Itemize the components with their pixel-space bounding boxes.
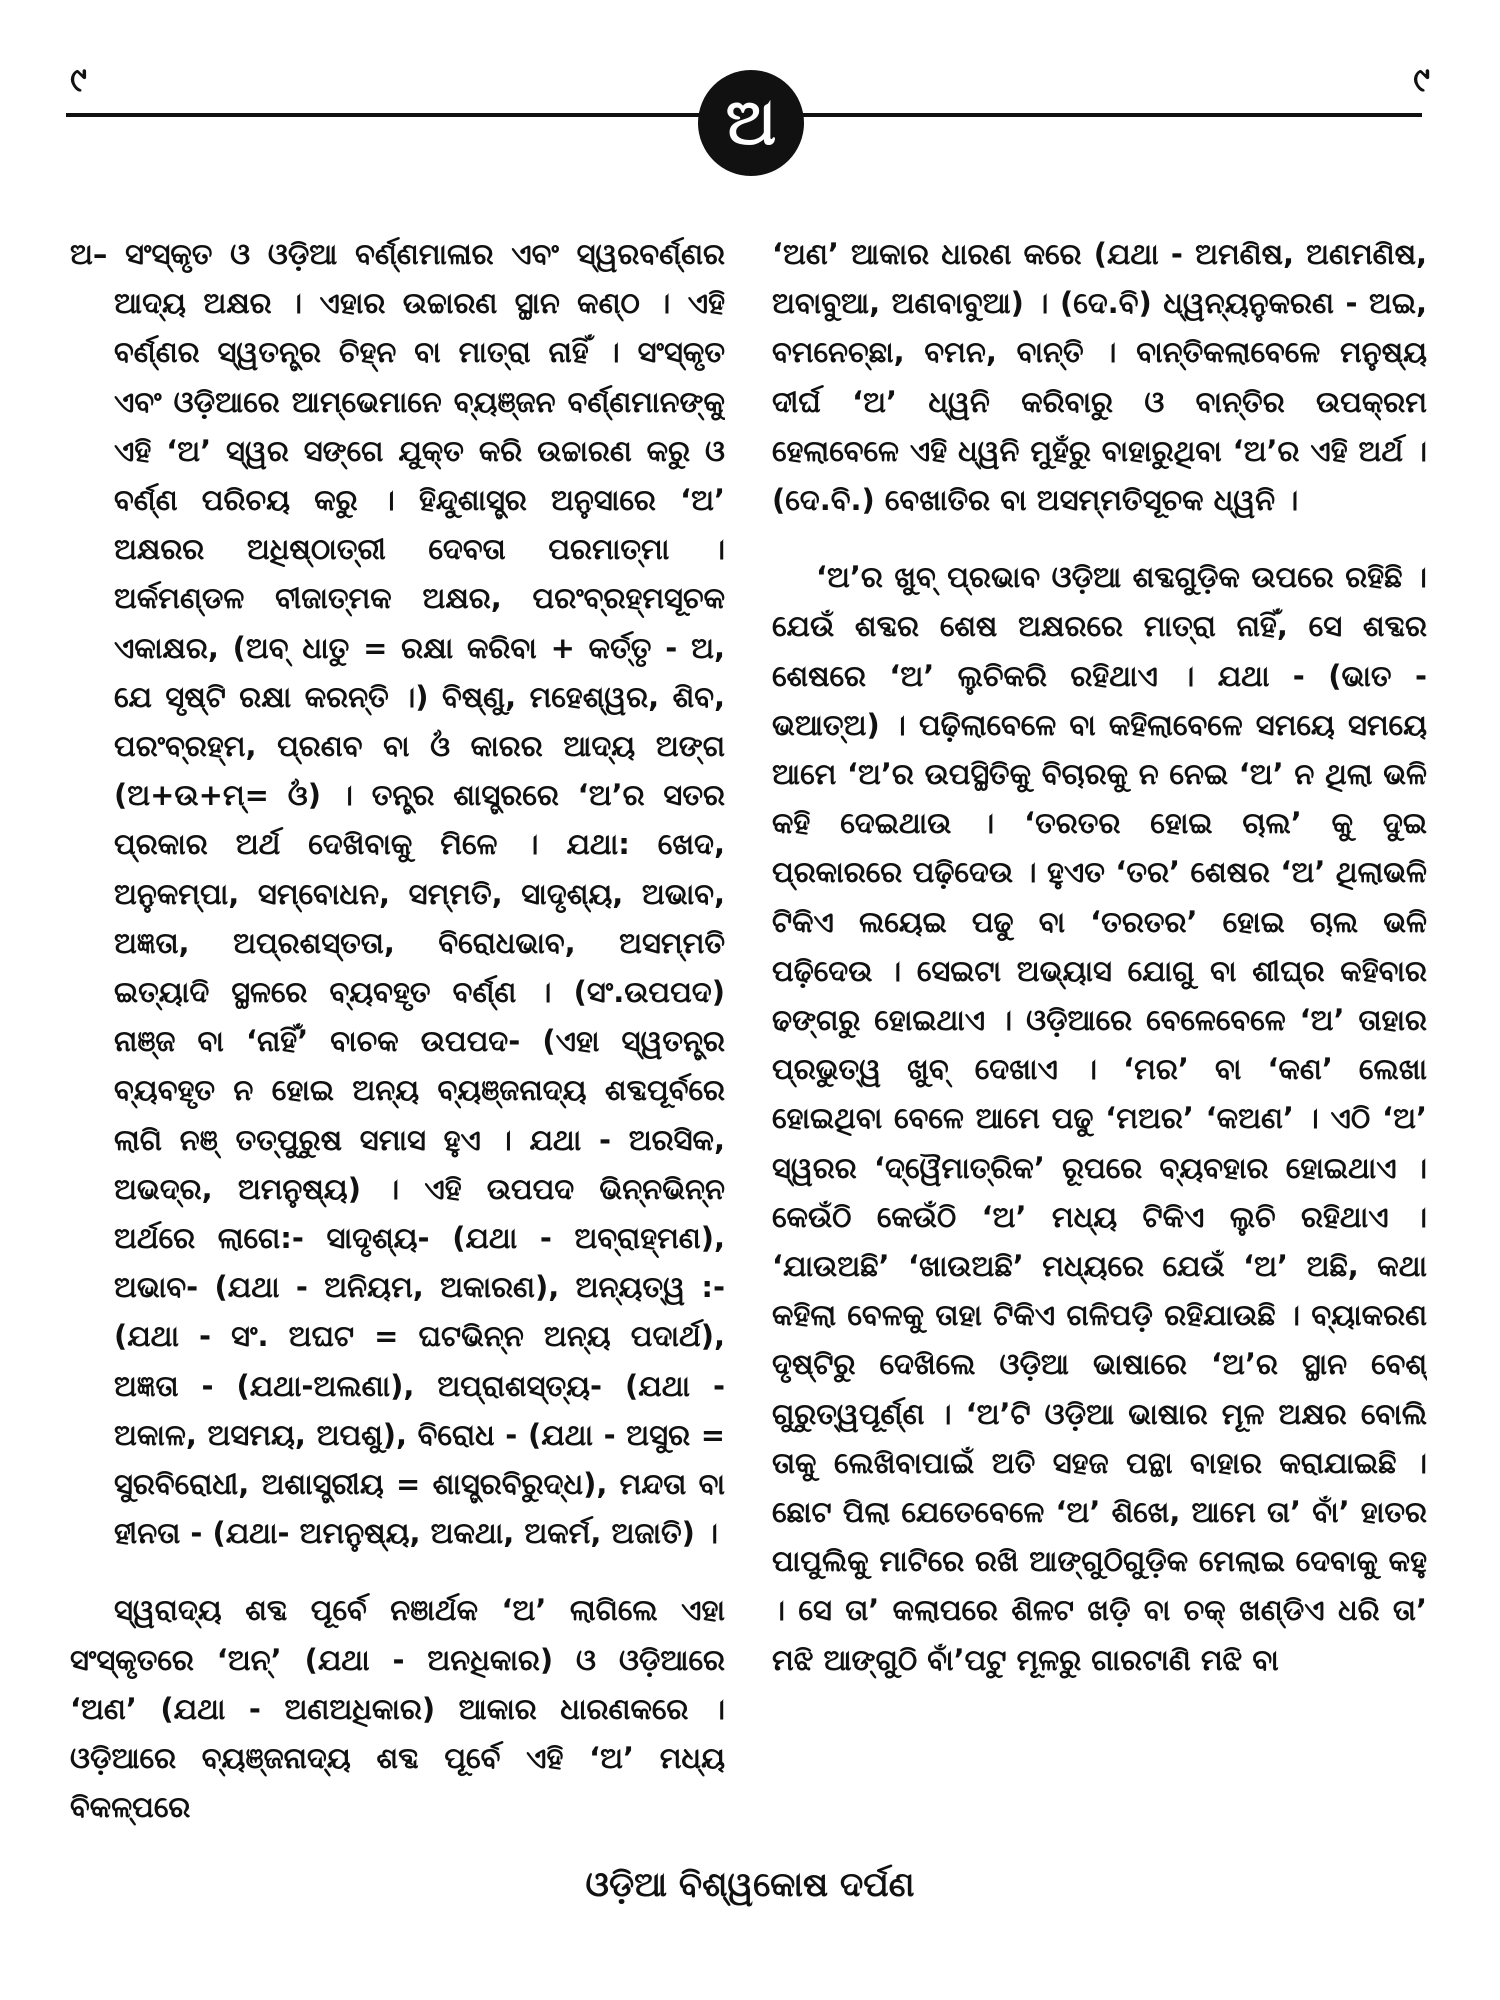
paragraph: ‘ଅଣ’ ଆକାର ଧାରଣ କରେ (ଯଥା - ଅମଣିଷ, ଅଣମଣିଷ, ଅବାବୁଆ, ଅଣବାବୁଆ) । (ଦେ.ବି) ଧ୍ୱନ୍ୟନୁକରଣ - ଅଇ, ବମନେଚ୍ଛା, ବମନ, ବାନ୍ତି । ବାନ୍ତିକଲାବେଳେ ମନୁଷ୍ୟ ଦୀର୍ଘ ‘ଅ’ ଧ୍ୱନି କରିବାରୁ ଓ ବାନ୍ତିର ଉପକ୍ରମ ହେଲାବେଳେ ଏହି ଧ୍ୱନି ମୁହଁରୁ ବାହାରୁଥିବା ‘ଅ’ର ଏହି ଅର୍ଥ । (ଦେ.ବି.) ବେଖାତିର ବା ଅସମ୍ମତିସୂଚକ ଧ୍ୱନି । <box>772 237 1427 518</box>
section-letter-badge: ଅ <box>698 70 804 176</box>
paragraph: ସ୍ୱରାଦ୍ୟ ଶବ୍ଦ ପୂର୍ବେ ନଞାର୍ଥକ ‘ଅ’ ଲାଗିଲେ ଏହା ସଂସ୍କୃତରେ ‘ଅନ୍’ (ଯଥା - ଅନଧିକାର) ଓ ଓଡ଼ିଆରେ ‘ଅଣ’ (ଯଥା - ଅଣଅଧିକାର) ଆକାର ଧାରଣକରେ । ଓଡ଼ିଆରେ ବ୍ୟଞ୍ଜନାଦ୍ୟ ଶବ୍ଦ ପୂର୍ବେ ଏହି ‘ଅ’ ମଧ୍ୟ ବିକଳ୍ପରେ <box>70 1593 725 1825</box>
footer-title: ଓଡ଼ିଆ ବିଶ୍ୱକୋଷ ଦର୍ପଣ <box>585 1865 915 1905</box>
paragraph: ‘ଅ’ର ଖୁବ୍ ପ୍ରଭାବ ଓଡ଼ିଆ ଶବ୍ଦଗୁଡ଼ିକ ଉପରେ ରହିଛି । ଯେଉଁ ଶବ୍ଦର ଶେଷ ଅକ୍ଷରରେ ମାତ୍ରା ନାହିଁ, ସେ ଶବ୍ଦର ଶେଷରେ ‘ଅ’ ଲୁଚିକରି ରହିଥାଏ । ଯଥା - (ଭାତ - ଭଆତ୍ଅ) । ପଢ଼ିଲାବେଳେ ବା କହିଲାବେଳେ ସମୟେ ସମୟେ ଆମେ ‘ଅ’ର ଉପସ୍ଥିତିକୁ ବିଚାରକୁ ନ ନେଇ ‘ଅ’ ନ ଥିଲା ଭଳି କହି ଦେଇଥାଉ । ‘ତରତର ହୋଇ ଚାଲ’ କୁ ଦୁଇ ପ୍ରକାରରେ ପଢ଼ିଦେଉ । ହୁଏତ ‘ତର’ ଶେଷର ‘ଅ’ ଥିଲାଭଳି ଟିକିଏ ଲୟେଇ ପଢୁ ବା ‘ତରତର’ ହୋଇ ଚାଲ ଭଳି ପଢ଼ିଦେଉ । ସେଇଟା ଅଭ୍ୟାସ ଯୋଗୁ ବା ଶୀଘ୍ର କହିବାର ଢଙ୍ଗରୁ ହୋଇଥାଏ । ଓଡ଼ିଆରେ ବେଳେବେଳେ ‘ଅ’ ତାହାର ପ୍ରଭୁତ୍ୱ ଖୁବ୍ ଦେଖାଏ । ‘ମର’ ବା ‘କଣ’ ଲେଖା ହୋଇଥିବା ବେଳେ ଆମେ ପଢୁ ‘ମଅର’ ‘କଅଣ’ । ଏଠି ‘ଅ’ ସ୍ୱରର ‘ଦ୍ୱୈମାତ୍ରିକ’ ରୂପରେ ବ୍ୟବହାର ହୋଇଥାଏ । କେଉଁଠି କେଉଁଠି ‘ଅ’ ମଧ୍ୟ ଟିକିଏ ଲୁଚି ରହିଥାଏ । ‘ଯାଉଅଛି’ ‘ଖାଉଅଛି’ ମଧ୍ୟରେ ଯେଉଁ ‘ଅ’ ଅଛି, କଥା କହିଲା ବେଳକୁ ତାହା ଟିକିଏ ଗଳିପଡ଼ି ରହିଯାଉଛି । ବ୍ୟାକରଣ ଦୃଷ୍ଟିରୁ ଦେଖିଲେ ଓଡ଼ିଆ ଭାଷାରେ ‘ଅ’ର ସ୍ଥାନ ବେଶ୍ ଗୁରୁତ୍ୱପୂର୍ଣ୍ଣ । ‘ଅ’ଟି ଓଡ଼ିଆ ଭାଷାର ମୂଳ ଅକ୍ଷର ବୋଲି ତାକୁ ଲେଖିବାପାଇଁ ଅତି ସହଜ ପନ୍ଥା ବାହାର କରାଯାଇଛି । ଛୋଟ ପିଲା ଯେତେବେଳେ ‘ଅ’ ଶିଖେ, ଆମେ ତା’ ବାଁ’ ହାତର ପାପୁଲିକୁ ମାଟିରେ ରଖି ଆଙ୍ଗୁଠିଗୁଡ଼ିକ ମେଲାଇ ଦେବାକୁ କହୁ । ସେ ତା’ କଲାପରେ ଶିଳଟ ଖଡ଼ି ବା ଚକ୍ ଖଣ୍ଡିଏ ଧରି ତା’ ମଝି ଆଙ୍ଗୁଠି ବାଁ’ପଟୁ ମୂଳରୁ ଗାରଟାଣି ମଝି ବା <box>772 560 1427 1677</box>
page-number-right: ୯ <box>1413 60 1430 100</box>
page-number-left: ୯ <box>70 60 87 100</box>
header-rule-left <box>66 113 706 117</box>
entry-text: ସଂସ୍କୃତ ଓ ଓଡ଼ିଆ ବର୍ଣ୍ଣମାଳାର ଏବଂ ସ୍ୱରବର୍ଣ୍ଣର ଆଦ୍ୟ ଅକ୍ଷର । ଏହାର ଉଚ୍ଚାରଣ ସ୍ଥାନ କଣ୍ଠ । ଏହି ବର୍ଣ୍ଣର ସ୍ୱତନ୍ତ୍ର ଚିହ୍ନ ବା ମାତ୍ରା ନାହିଁ । ସଂସ୍କୃତ ଏବଂ ଓଡ଼ିଆରେ ଆମ୍ଭେମାନେ ବ୍ୟଞ୍ଜନ ବର୍ଣ୍ଣମାନଙ୍କୁ ଏହି ‘ଅ’ ସ୍ୱର ସଙ୍ଗେ ଯୁକ୍ତ କରି ଉଚ୍ଚାରଣ କରୁ ଓ ବର୍ଣ୍ଣ ପରିଚୟ କରୁ । ହିନ୍ଦୁଶାସ୍ତ୍ର ଅନୁସାରେ ‘ଅ’ ଅକ୍ଷରର ଅଧିଷ୍ଠାତ୍ରୀ ଦେବତା ପରମାତ୍ମା । ଅର୍କମଣ୍ଡଳ ବୀଜାତ୍ମକ ଅକ୍ଷର, ପରଂବ୍ରହ୍ମସୂଚକ ଏକାକ୍ଷର, (ଅବ୍ ଧାତୁ = ରକ୍ଷା କରିବା + କର୍ତ୍ତୃ - ଅ, ଯେ ସୃଷ୍ଟି ରକ୍ଷା କରନ୍ତି ।) ବିଷ୍ଣୁ, ମହେଶ୍ୱର, ଶିବ, ପରଂବ୍ରହ୍ମ, ପ୍ରଣବ ବା ଓଁ କାରର ଆଦ୍ୟ ଅଙ୍ଗ (ଅ+ଉ+ମ୍= ଓଁ) । ତନ୍ତ୍ର ଶାସ୍ତ୍ରରେ ‘ଅ’ର ସତର ପ୍ରକାର ଅର୍ଥ ଦେଖିବାକୁ ମିଳେ । ଯଥା: ଖେଦ, ଅନୁକମ୍ପା, ସମ୍ବୋଧନ, ସମ୍ମତି, ସାଦୃଶ୍ୟ, ଅଭାବ, ଅଜ୍ଞତା, ଅପ୍ରଶସ୍ତତା, ବିରୋଧଭାବ, ଅସମ୍ମତି ଇତ୍ୟାଦି ସ୍ଥଳରେ ବ୍ୟବହୃତ ବର୍ଣ୍ଣ । (ସଂ.ଉପପଦ) ନାଞ୍ଜ ବା ‘ନାହିଁ’ ବାଚକ ଉପପଦ- (ଏହା ସ୍ୱତନ୍ତ୍ର ବ୍ୟବହୃତ ନ ହୋଇ ଅନ୍ୟ ବ୍ୟଞ୍ଜନାଦ୍ୟ ଶବ୍ଦପୂର୍ବରେ ଲାଗି ନଞ୍ ତତ୍ପୁରୁଷ ସମାସ ହୁଏ । ଯଥା - ଅରସିକ, ଅଭଦ୍ର, ଅମନୁଷ୍ୟ) । ଏହି ଉପପଦ ଭିନ୍ନଭିନ୍ନ ଅର୍ଥରେ ଲାଗେ:- ସାଦୃଶ୍ୟ- (ଯଥା - ଅବ୍ରାହ୍ମଣ), ଅଭାବ- (ଯଥା - ଅନିୟମ, ଅକାରଣ), ଅନ୍ୟତ୍ୱ :- (ଯଥା - ସଂ. ଅଘଟ = ଘଟଭିନ୍ନ ଅନ୍ୟ ପଦାର୍ଥ), ଅଜ୍ଞତା - (ଯଥା-ଅଲଣା), ଅପ୍ରାଶସ୍ତ୍ୟ- (ଯଥା - ଅକାଳ, ଅସମୟ, ଅପଶୁ), ବିରୋଧ - (ଯଥା - ଅସୁର = ସୁରବିରୋଧୀ, ଅଶାସ୍ତ୍ରୀୟ = ଶାସ୍ତ୍ରବିରୁଦ୍ଧ), ମନ୍ଦତା ବା ହୀନତା - (ଯଥା- ଅମନୁଷ୍ୟ, ଅକଥା, ଅକର୍ମ, ଅଜାତି) । <box>114 237 725 1551</box>
entry-headword: ଅ– <box>70 237 108 271</box>
right-column <box>772 230 1427 1830</box>
left-column <box>70 230 725 1830</box>
header-rule-right <box>800 113 1422 117</box>
entry-paragraph <box>70 230 725 1558</box>
